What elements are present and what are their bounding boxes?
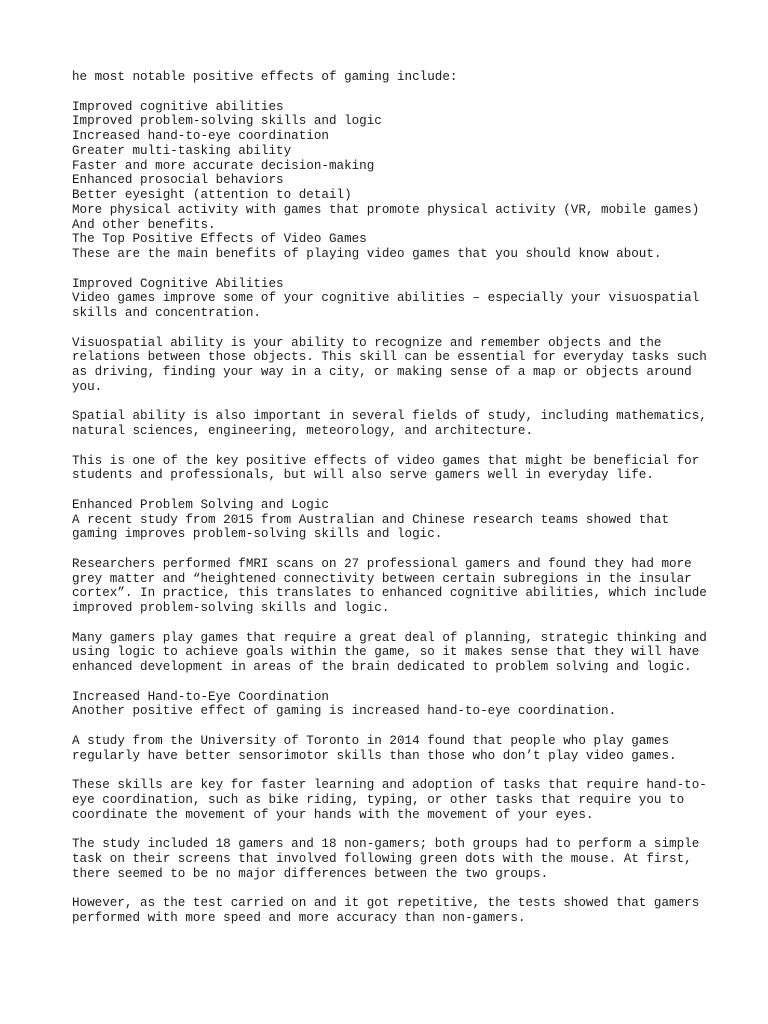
paragraph: Video games improve some of your cognitive abilities – especially your visuospatial skills and concentration. — [72, 291, 700, 320]
list-item: Improved problem-solving skills and logic — [72, 114, 382, 129]
list-item: Greater multi-tasking ability — [72, 143, 292, 158]
paragraph: Visuospatial ability is your ability to recognize and remember objects and the relations between those objects. This skill can be essential for everyday tasks such as driving, finding your way in a city, or making sense of a map or objects around you. — [72, 335, 707, 394]
paragraph: A recent study from 2015 from Australian and Chinese research teams showed that gaming improves problem-solving skills and logic. — [72, 512, 670, 542]
intro-block — [72, 70, 712, 85]
list-item: More physical activity with games that promote physical activity (VR, mobile games) — [72, 202, 700, 217]
list-item: Enhanced prosocial behaviors — [72, 173, 284, 188]
paragraph: However, as the test carried on and it got repetitive, the tests showed that gamers performed with more speed and more accuracy than non-gamers. — [72, 896, 700, 925]
paragraph: This is one of the key positive effects of video games that might be beneficial for students and professionals, but will also serve gamers well in everyday life. — [72, 453, 700, 483]
section-problem-solving — [72, 498, 712, 675]
section-heading: Improved Cognitive Abilities — [72, 276, 284, 291]
list-item: And other benefits. — [72, 217, 216, 232]
paragraph: The study included 18 gamers and 18 non-gamers; both groups had to perform a simple task on their screens that involved following green dots with the mouse. At first, there seemed to be no major differences between the two groups. — [72, 837, 700, 881]
list-item: Improved cognitive abilities — [72, 99, 284, 114]
list-item: Increased hand-to-eye coordination — [72, 129, 329, 143]
section-title: The Top Positive Effects of Video Games — [72, 232, 367, 247]
section-heading: Increased Hand-to-Eye Coordination — [72, 689, 329, 704]
paragraph: Another positive effect of gaming is increased hand-to-eye coordination. — [72, 704, 617, 719]
list-item: Faster and more accurate decision-making — [72, 158, 375, 173]
document-page — [72, 70, 712, 940]
paragraph: These skills are key for faster learning and adoption of tasks that require hand-to-eye coordination, such as bike riding, typing, or other tasks that require you to coordinate the movement of your hands with the movement of your eyes. — [72, 778, 707, 822]
effects-list — [72, 100, 712, 262]
section-cognitive — [72, 277, 712, 484]
paragraph: Researchers performed fMRI scans on 27 professional gamers and found they had more grey matter and “heightened connectivity between certain subregions in the insular cortex”. In practice, this translates to enhanced cognitive abilities, which include improved problem-solving skills and logic. — [72, 556, 707, 615]
section-subtitle: These are the main benefits of playing video games that you should know about. — [72, 247, 662, 261]
paragraph: Spatial ability is also important in several fields of study, including mathematics, natural sciences, engineering, meteorology, and architecture. — [72, 409, 707, 438]
paragraph: Many gamers play games that require a great deal of planning, strategic thinking and using logic to achieve goals within the game, so it makes sense that they will have enhanced development in areas of the brain dedicated to problem solving and logic. — [72, 630, 707, 674]
paragraph: A study from the University of Toronto in 2014 found that people who play games regularly have better sensorimotor skills than those who don’t play video games. — [72, 733, 677, 763]
list-item: Better eyesight (attention to detail) — [72, 188, 352, 202]
section-heading: Enhanced Problem Solving and Logic — [72, 497, 329, 512]
intro-text: he most notable positive effects of gaming include: — [72, 70, 458, 84]
section-hand-eye — [72, 690, 712, 926]
